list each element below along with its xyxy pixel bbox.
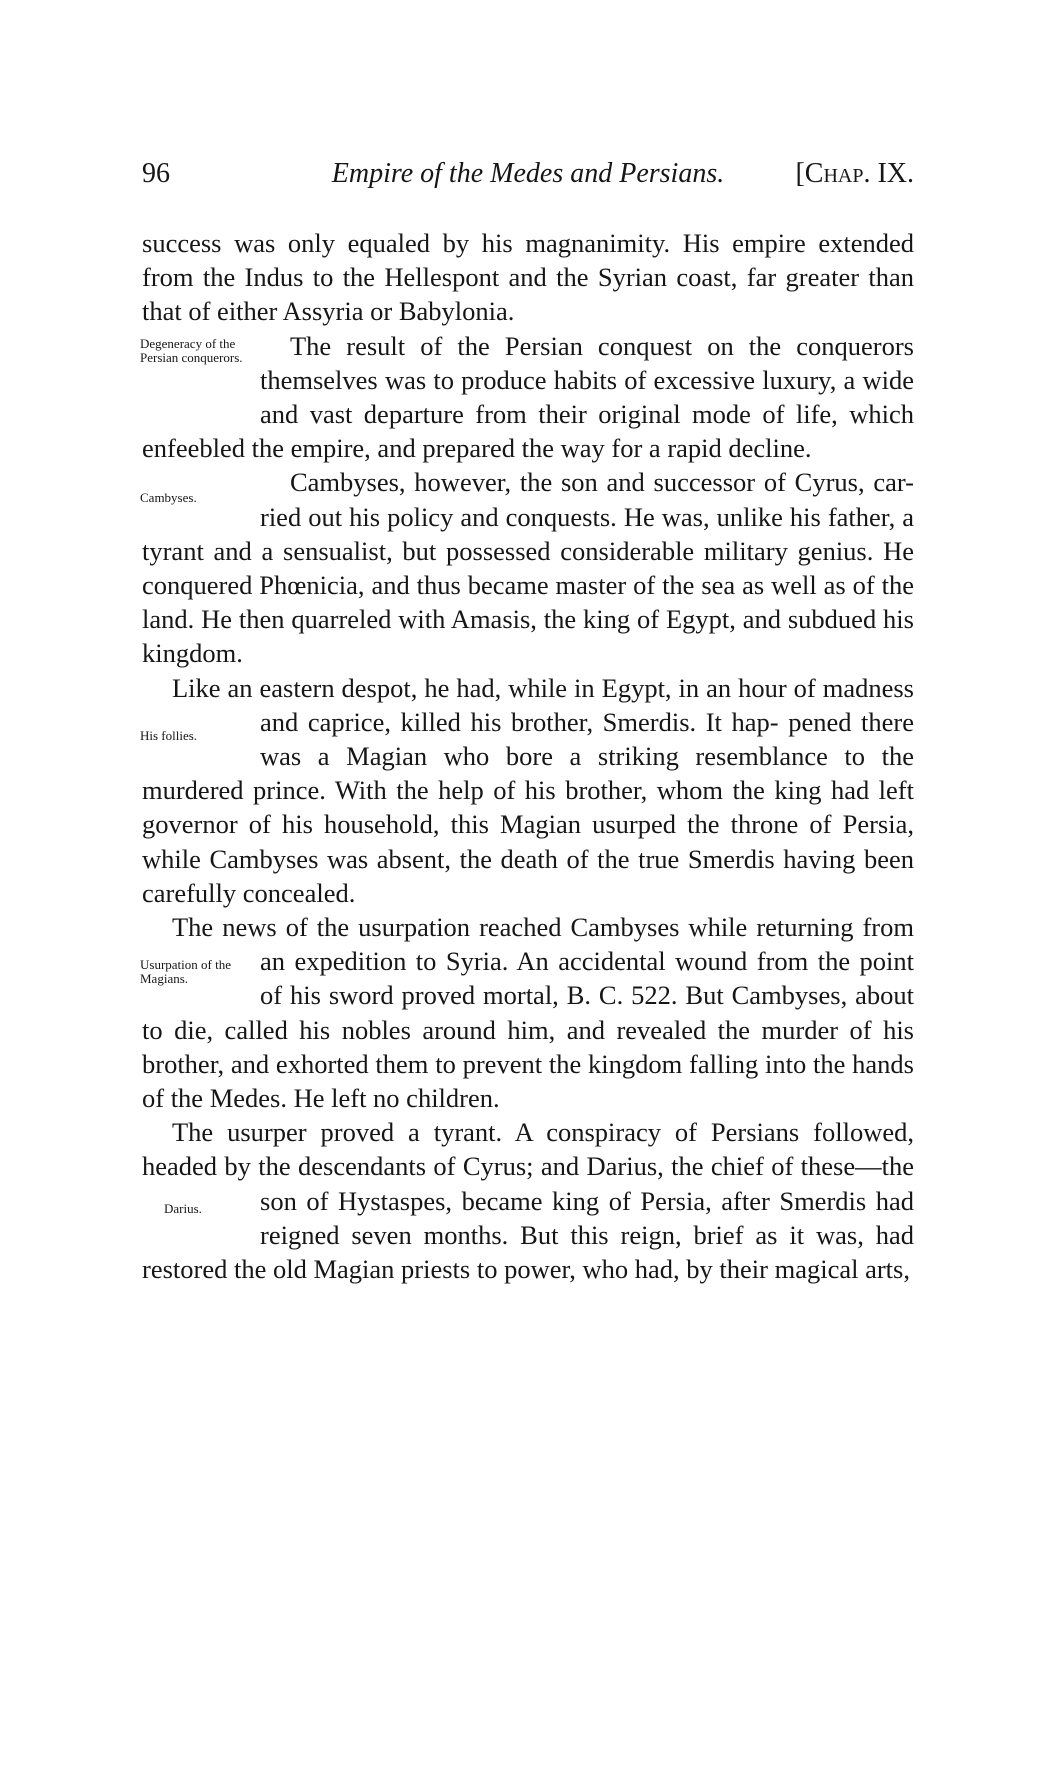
margin-note-block [142,705,260,773]
paragraph-4 [142,671,914,910]
running-title: Empire of the Medes and Persians. [331,158,725,189]
paragraph-text: pened there was a Magian who bore a striking resemblance to the murdered prince. With the help of his brother, whom the king had left governor of his household, this Magian usurped the throne of Persia, while Cambyses was absent, the death of the true Smerdis having been carefully concealed. [142,706,915,908]
paragraph-text: wound from the point of his sword proved mortal, B. C. 522. But Cambyses, about to die, called his nobles around him, and revealed the murder of his brother, and exhorted them to prevent the kingdom falling into the hands of the Medes. He left no children. [142,946,915,1114]
paragraph-2 [142,329,914,466]
margin-note: Cambyses. [140,490,197,506]
paragraph-lead: The news of the usurpation reached Cambyses while returning from an expedition to Syria. An accidental [172,912,914,977]
paragraph-text: ried out his policy and conquests. He was, unlike his father, a tyrant and a sensualist, but possessed considerable military genius. He conquered Phœnicia, and thus became master of the sea as well as of the land. He then quarreled with Amasis, the king of Egypt, and subdued his kingdom. [142,501,914,669]
paragraph-lead: Cambyses, however, the son and successor of Cyrus, car- [290,467,914,498]
margin-note-block [142,944,260,1012]
margin-note-block [142,329,260,431]
paragraph-lead: The result of the Persian conquest on the conquerors [290,330,914,361]
paragraph-1 [142,226,914,329]
margin-note: Degeneracy of the Persian conquerors. [140,335,243,365]
paragraph-text: Persia, after Smerdis had reigned seven months. But this reign, brief as it was, had restored the old Magian priests to power, who had, by their magical arts, [142,1185,914,1285]
paragraph-lead: The usurper proved a tyrant. A conspiracy of Persians followed, headed by the descendants of Cyrus; and Darius, the chief of these—the son of Hystaspes, became king of [142,1117,914,1216]
paragraph-3 [142,465,914,670]
page-number: 96 [142,158,170,189]
margin-note: His follies. [140,727,198,743]
paragraph-text: success was only equaled by his magnanimity. His empire extended from the Indus to the Hellespont and the Syrian coast, far greater than that of either Assyria or Babylonia. [142,228,914,327]
chapter-label: [Chap. IX. [795,158,914,189]
margin-note-block [142,465,260,533]
paragraph-lead: Like an eastern despot, he had, while in Egypt, in an hour of madness and caprice, killed his brother, Smerdis. It hap- [172,672,914,737]
margin-note-block [142,1184,260,1252]
paragraph-text: themselves was to produce habits of excessive luxury, a wide and vast departure from their original mode of life, which enfeebled the empire, and prepared the way for a rapid decline. [142,364,914,464]
margin-note: Usurpation of the Magians. [140,957,231,987]
paragraph-6 [142,1115,914,1286]
running-header [142,158,914,198]
body-text [142,226,914,1286]
margin-note: Darius. [164,1200,202,1216]
paragraph-5 [142,910,914,1115]
